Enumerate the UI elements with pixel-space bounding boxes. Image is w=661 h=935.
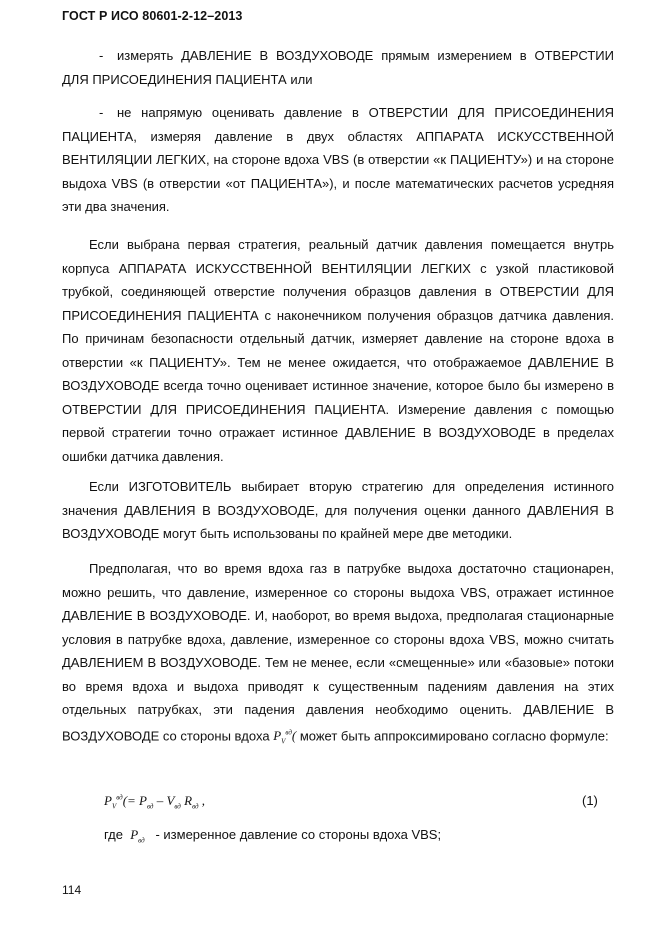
where-symbol-p: P — [130, 827, 139, 842]
symbol-p: P — [273, 727, 282, 743]
bullet-item-1: измерять ДАВЛЕНИЕ В ВОЗДУХОВОДЕ прямым измерением в ОТВЕРСТИИ ДЛЯ ПРИСОЕДИНЕНИЯ ПАЦИЕНТА или — [62, 48, 614, 87]
bullet-marker: - — [99, 105, 104, 120]
bullet-item-2: не напрямую оценивать давление в ОТВЕРСТИИ ДЛЯ ПРИСОЕДИНЕНИЯ ПАЦИЕНТА, измеряя давление в двух областях АППАРАТА ИСКУССТВЕННОЙ ВЕНТИЛЯЦИИ ЛЕГКИХ, на стороне вдоха VBS (в отверстии «к ПАЦИЕНТУ») и на стороне выдоха VBS (в отверстии «от ПАЦИЕНТА»), и после математических расчетов усредняя эти два значения. — [62, 105, 614, 214]
equation-number: (1) — [582, 793, 598, 808]
page-number: 114 — [62, 883, 82, 897]
where-label: где — [104, 827, 123, 842]
document-header: ГОСТ Р ИСО 80601-2-12–2013 — [62, 9, 243, 23]
formula-lhs-sup: вд — [116, 793, 123, 802]
formula-resistance-sub: вд — [192, 802, 199, 811]
inline-formula-symbol — [273, 727, 297, 746]
formula-eq: = P — [127, 793, 147, 808]
where-definition — [104, 827, 441, 845]
paragraph-estimation — [62, 557, 614, 754]
formula-eq-sub: вд — [147, 802, 154, 811]
formula-paren: ( — [122, 793, 128, 808]
formula-tail: , — [201, 793, 206, 808]
paragraph-estimation-end: может быть аппроксимировано согласно формуле: — [299, 727, 609, 743]
where-symbol — [130, 827, 145, 845]
formula-lhs: P — [104, 793, 112, 808]
paragraph-second-strategy: Если ИЗГОТОВИТЕЛЬ выбирает вторую стратегию для определения истинного значения ДАВЛЕНИЯ В ВОЗДУХОВОДЕ, для получения оценки данного ДАВЛЕНИЯ В ВОЗДУХОВОДЕ могут быть использованы по крайней мере две методики. — [62, 479, 614, 541]
bullet-marker: - — [99, 48, 104, 63]
symbol-sup: вд — [285, 728, 292, 737]
paragraph-first-strategy: Если выбрана первая стратегия, реальный датчик давления помещается внутрь корпуса АППАРАТА ИСКУССТВЕННОЙ ВЕНТИЛЯЦИИ ЛЕГКИХ с узкой пластиковой трубкой, соединяющей отверстие получения образцов давления в ОТВЕРСТИИ ДЛЯ ПРИСОЕДИНЕНИЯ ПАЦИЕНТА с наконечником получения образцов датчика давления. По причинам безопасности отдельный датчик, измеряет давление на стороне вдоха в отверстии «к ПАЦИЕНТУ». Тем не менее ожидается, что отображаемое ДАВЛЕНИЕ В ВОЗДУХОВОДЕ всегда точно оценивает истинное значение, которое было бы измерено в ОТВЕРСТИИ ДЛЯ ПРИСОЕДИНЕНИЯ ПАЦИЕНТА. Измерение давления с помощью первой стратегии точно отражает истинное ДАВЛЕНИЕ В ВОЗДУХОВОДЕ в пределах ошибки датчика давления. — [62, 237, 614, 464]
symbol-arg: ( — [291, 727, 297, 743]
symbol-sub: V — [281, 737, 286, 746]
formula-1 — [104, 793, 205, 811]
where-symbol-sub: вд — [138, 836, 145, 845]
formula-resistance: R — [180, 793, 193, 808]
where-text: - измеренное давление со стороны вдоха VBS; — [155, 827, 442, 842]
paragraph-estimation-text: Предполагая, что во время вдоха газ в патрубке выдоха достаточно стационарен, можно решить, что давление, измеренное со стороны выдоха VBS, отражает истинное ДАВЛЕНИЕ В ВОЗДУХОВОДЕ. И, наоборот, во время выдоха, предполагая стационарные условия в патрубке вдоха, давление, измеренное со стороны вдоха VBS, можно считать ДАВЛЕНИЕМ В ВОЗДУХОВОДЕ. Тем не менее, если «смещенные» или «базовые» потоки во время вдоха и выдоха приводят к существенным падениям давления на этих отдельных патрубках, эти падения давления необходимо оценить. ДАВЛЕНИЕ В ВОЗДУХОВОДЕ со стороны вдоха — [62, 561, 614, 743]
formula-flow-sub: вд — [174, 802, 181, 811]
formula-lhs-sub: V — [111, 802, 117, 811]
formula-flow: – V — [153, 793, 175, 808]
